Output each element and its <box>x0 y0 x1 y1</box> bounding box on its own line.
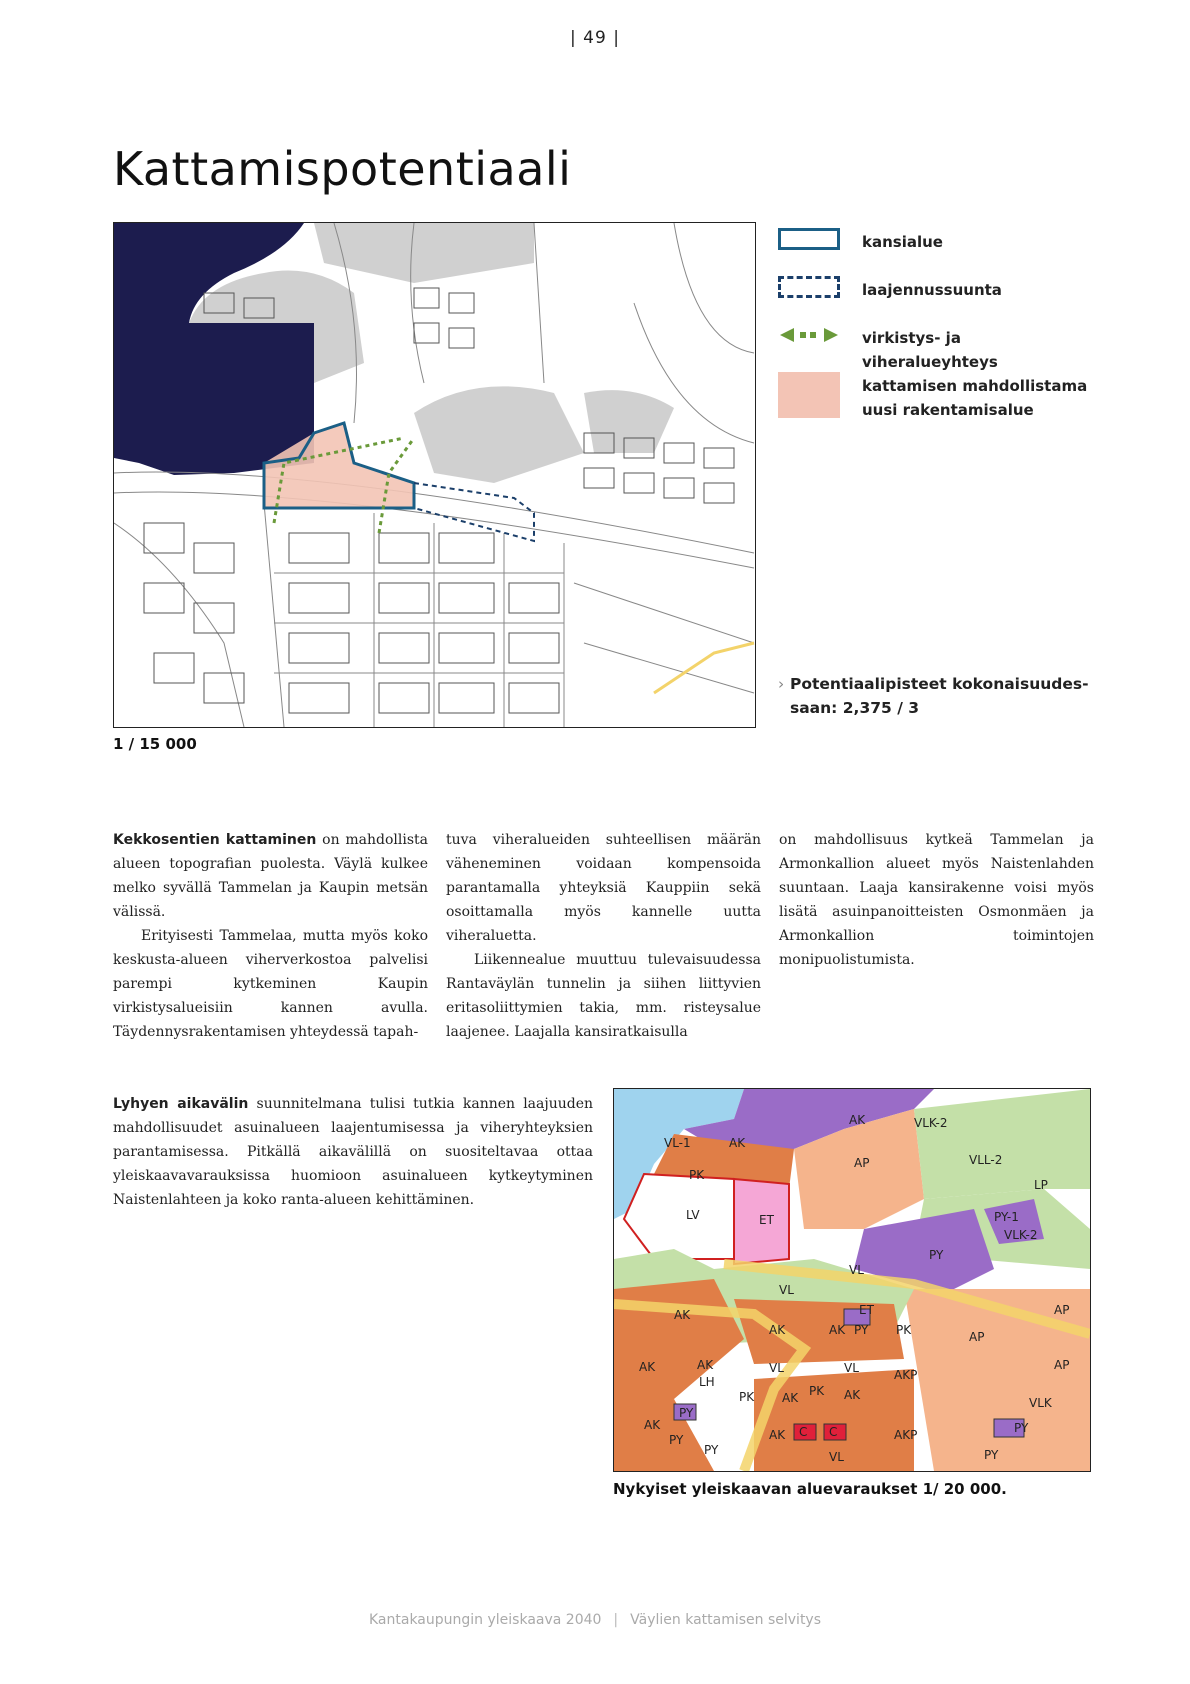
potential-line-1: Potentiaalipisteet kokonaisuudes- <box>790 675 1089 693</box>
svg-text:PY: PY <box>679 1406 694 1420</box>
legend-label: virkistys- ja viheralueyhteys <box>862 329 998 371</box>
svg-text:VLK-2: VLK-2 <box>1004 1228 1038 1242</box>
solid-outline-icon <box>778 228 840 250</box>
text-column-1 <box>113 828 428 1044</box>
svg-text:VLK: VLK <box>1029 1396 1052 1410</box>
svg-text:AP: AP <box>1054 1303 1070 1317</box>
legend-item-laajennussuunta <box>778 276 1098 324</box>
svg-text:LV: LV <box>686 1208 700 1222</box>
paragraph-text: Liikennealue muuttuu tulevaisuudessa Rantaväylän tunnelin ja siihen liittyvien eritasoliittymien takia, mm. risteysalue laajenee. Laajalla kansiratkaisulla <box>446 952 761 1040</box>
lead-phrase: Lyhyen aikavälin <box>113 1096 249 1112</box>
zoning-map-graphic <box>614 1089 1090 1471</box>
green-double-arrow-icon <box>778 324 840 346</box>
svg-text:VL: VL <box>844 1361 859 1375</box>
legend-item-viheryhteys <box>778 324 1098 372</box>
map2-caption: Nykyiset yleiskaavan aluevaraukset 1/ 20 000. <box>613 1480 1007 1498</box>
svg-text:PK: PK <box>739 1390 755 1404</box>
svg-text:PY: PY <box>669 1433 684 1447</box>
svg-text:LP: LP <box>1034 1178 1048 1192</box>
page-number: | 49 | <box>570 28 620 48</box>
legend-item-kansialue <box>778 228 1098 276</box>
svg-text:VLL-2: VLL-2 <box>969 1153 1003 1167</box>
svg-text:C: C <box>799 1425 808 1439</box>
svg-text:AK: AK <box>674 1308 691 1322</box>
text-column-3 <box>779 828 1094 972</box>
potential-line-2: saan: 2,375 / 3 <box>790 699 920 717</box>
svg-text:PY-1: PY-1 <box>994 1210 1019 1224</box>
lead-phrase: Kekkosentien kattaminen <box>113 832 317 848</box>
general-plan-map <box>613 1088 1091 1472</box>
paragraph-text: on mahdollista alueen topografian puolesta. Väylä kulkee melko syvällä Tammelan ja Kaupin metsän välissä. <box>113 832 428 920</box>
page-footer <box>0 1612 1190 1628</box>
svg-text:LH: LH <box>699 1375 715 1389</box>
svg-text:PK: PK <box>689 1168 705 1182</box>
page-title: Kattamispotentiaali <box>113 142 572 196</box>
paragraph-text: Erityisesti Tammelaa, mutta myös koko keskusta-alueen viherverkostoa palvelisi parempi kytkeminen Kaupin virkistysalueisiin kannen avulla. Täydennysrakentamisen yhteydessä tapah- <box>113 928 428 1040</box>
svg-text:PY: PY <box>854 1323 869 1337</box>
svg-text:PY: PY <box>1014 1421 1029 1435</box>
svg-text:C: C <box>829 1425 838 1439</box>
text-block-short-term <box>113 1092 593 1212</box>
legend-label: kansialue <box>862 233 943 251</box>
paragraph-text: on mahdollisuus kytkeä Tammelan ja Armonkallion alueet myös Naistenlahden suuntaan. Laaja kansirakenne voisi myös lisätä asuinpanoitteisten Osmonmäen ja Armonkallion toimintojen monipuolistumista. <box>779 832 1094 968</box>
chevron-right-icon: › <box>778 675 785 693</box>
text-column-2 <box>446 828 761 1044</box>
svg-text:AK: AK <box>769 1323 786 1337</box>
potential-score <box>778 672 1110 720</box>
paragraph-text: tuva viheralueiden suhteellisen määrän väheneminen voidaan kompensoida parantamalla yhteyksiä Kauppiin sekä osoittamalla myös kannelle uutta viheraluetta. <box>446 832 761 944</box>
footer-left: Kantakaupungin yleiskaava 2040 <box>368 1612 602 1628</box>
svg-text:ET: ET <box>759 1213 774 1227</box>
svg-text:VL-1: VL-1 <box>664 1136 691 1150</box>
svg-text:AK: AK <box>849 1113 866 1127</box>
svg-text:VL: VL <box>829 1450 844 1464</box>
map-graphic <box>114 223 755 727</box>
svg-text:AK: AK <box>644 1418 661 1432</box>
svg-text:AKP: AKP <box>894 1428 918 1442</box>
svg-text:AK: AK <box>639 1360 656 1374</box>
footer-right: Väylien kattamisen selvitys <box>630 1612 822 1628</box>
svg-text:PY: PY <box>929 1248 944 1262</box>
svg-text:VL: VL <box>779 1283 794 1297</box>
svg-text:PY: PY <box>984 1448 999 1462</box>
svg-text:AK: AK <box>769 1428 786 1442</box>
svg-text:PK: PK <box>896 1323 912 1337</box>
svg-text:AK: AK <box>697 1358 714 1372</box>
coverage-potential-map <box>113 222 756 728</box>
svg-text:PK: PK <box>809 1384 825 1398</box>
dashed-outline-icon <box>778 276 840 298</box>
map-scale: 1 / 15 000 <box>113 735 197 753</box>
svg-text:ET: ET <box>859 1303 874 1317</box>
svg-text:AK: AK <box>829 1323 846 1337</box>
svg-text:AK: AK <box>729 1136 746 1150</box>
svg-text:VL: VL <box>849 1263 864 1277</box>
pink-fill-icon <box>778 372 840 418</box>
svg-text:VLK-2: VLK-2 <box>914 1116 948 1130</box>
svg-text:VL: VL <box>769 1361 784 1375</box>
svg-text:PY: PY <box>704 1443 719 1457</box>
svg-text:AKP: AKP <box>894 1368 918 1382</box>
svg-text:AP: AP <box>969 1330 985 1344</box>
svg-text:AP: AP <box>1054 1358 1070 1372</box>
footer-separator: | <box>613 1612 619 1628</box>
svg-text:AK: AK <box>782 1391 799 1405</box>
legend-label: kattamisen mahdollistama uusi rakentamisalue <box>862 377 1088 419</box>
map-legend <box>778 228 1098 432</box>
legend-label: laajennussuunta <box>862 281 1002 299</box>
paragraph-text: suunnitelmana tulisi tutkia kannen laajuuden mahdollisuudet asuinalueen laajentumisessa ja viheryhteyksien parantamisessa. Pitkällä aikavälillä on suositeltavaa ottaa yleiskaavavarauksissa huomioon asuinalueen kytkeytyminen Naistenlahteen ja koko ranta-alueen kehittäminen. <box>113 1096 594 1208</box>
legend-item-rakentamisalue <box>778 372 1098 432</box>
svg-text:AK: AK <box>844 1388 861 1402</box>
svg-text:AP: AP <box>854 1156 870 1170</box>
